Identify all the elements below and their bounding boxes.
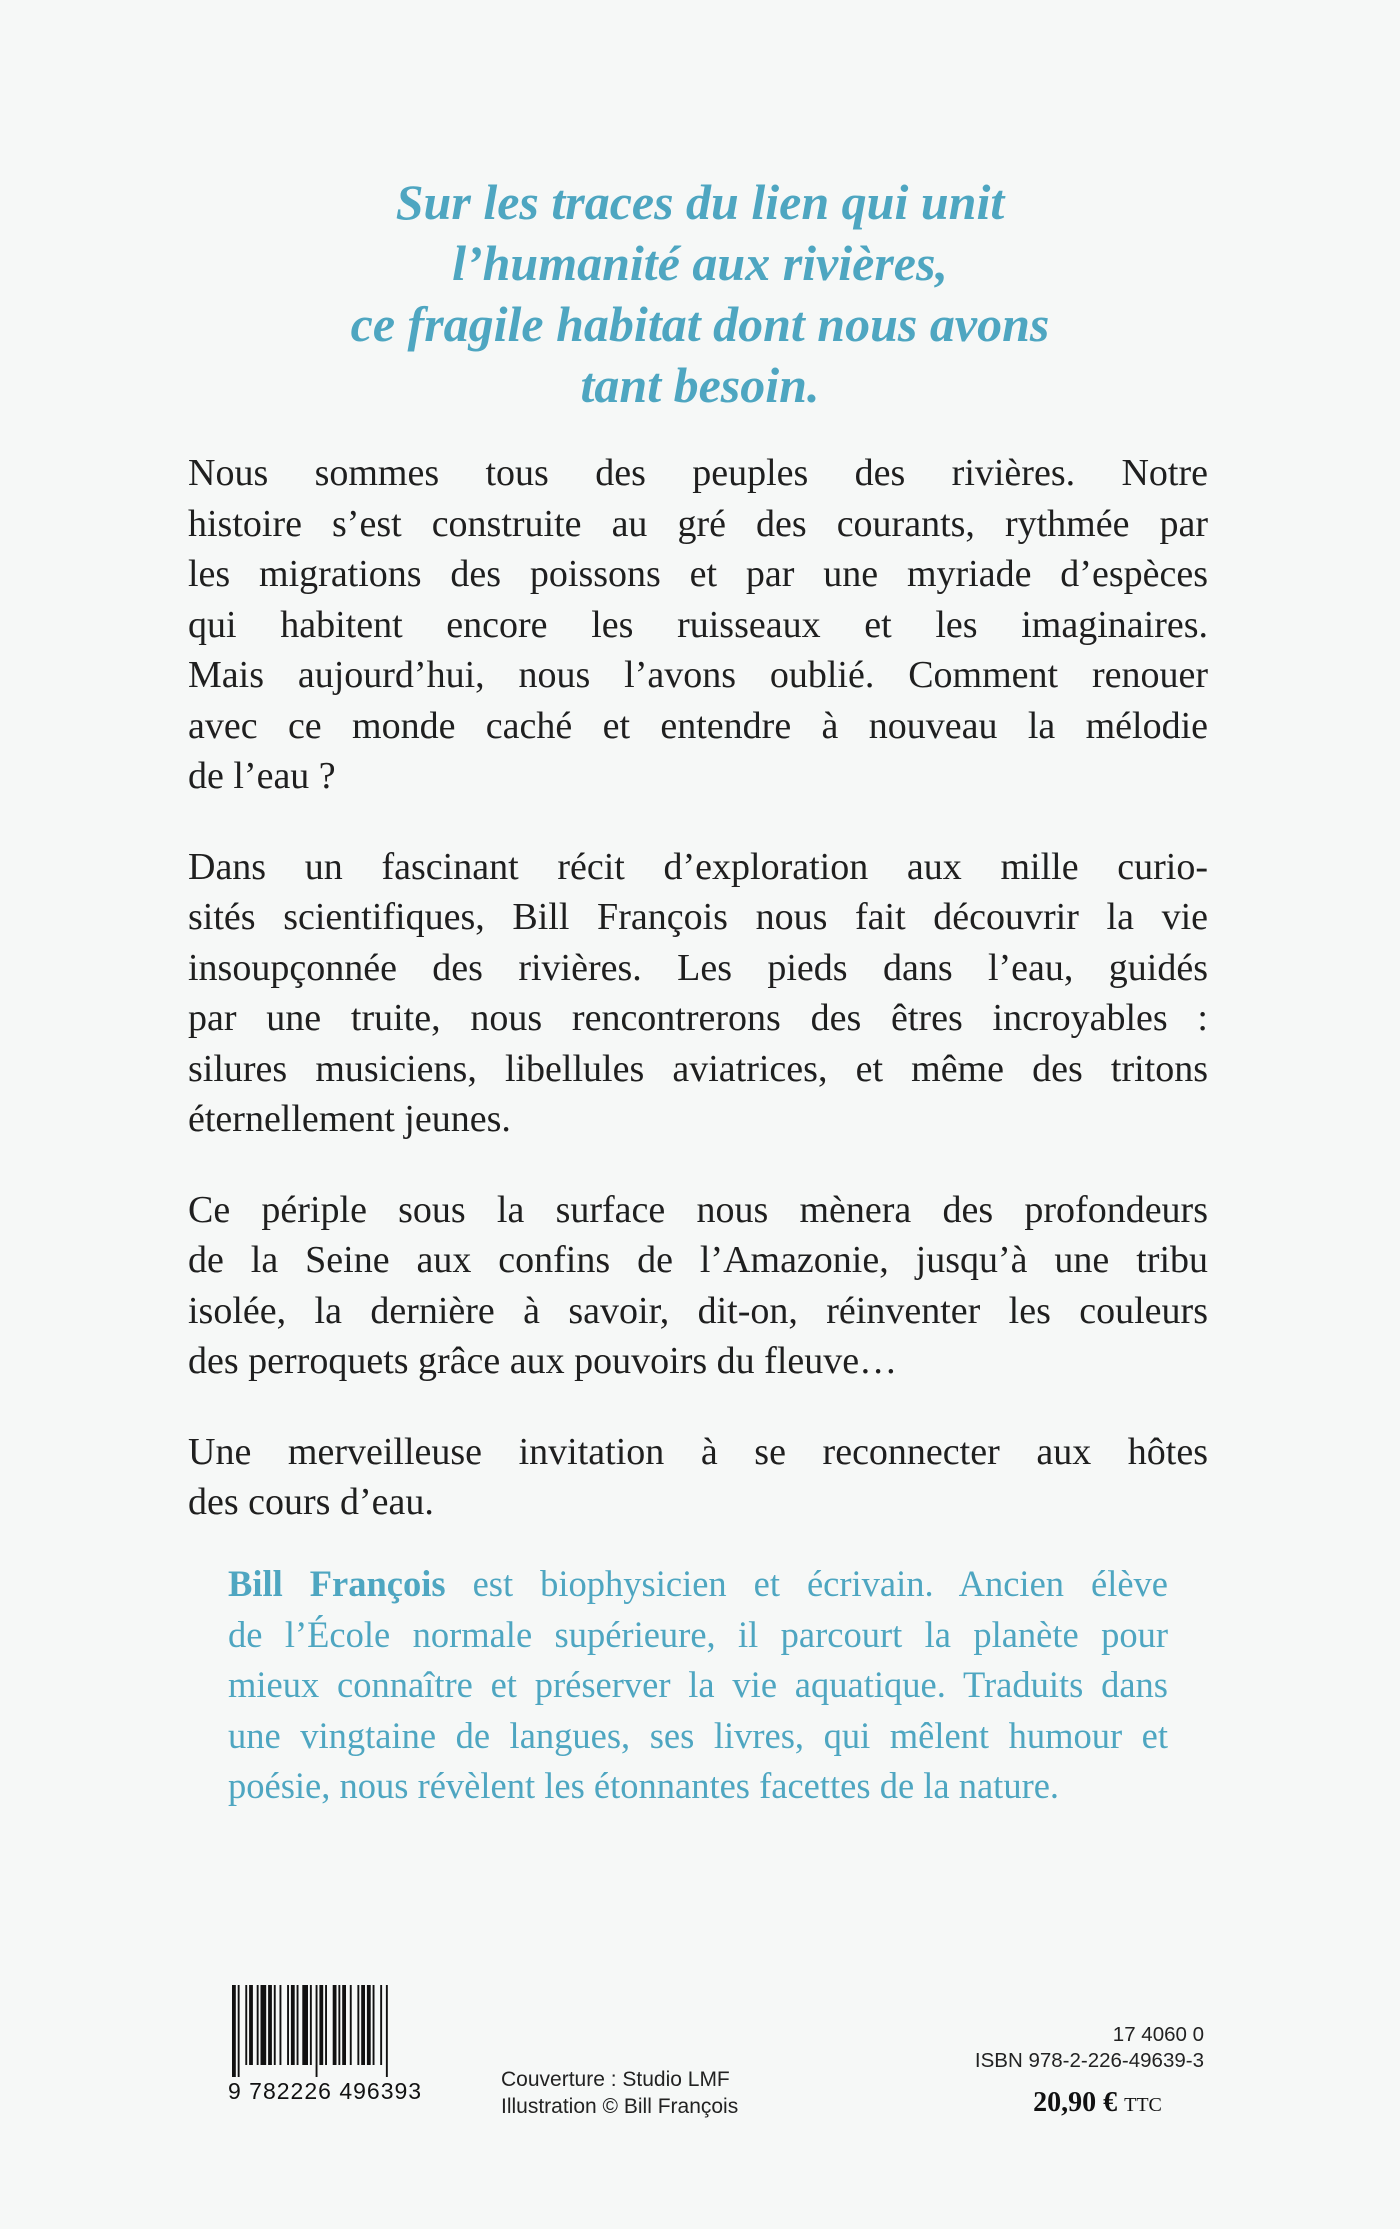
barcode-bar	[350, 1985, 352, 2065]
text-line: poésie, nous révèlent les étonnantes facettes de la nature.	[228, 1765, 1060, 1806]
barcode-bar	[357, 1985, 359, 2065]
text-line: par une truite, nous rencontrerons des êtres incroyables :	[188, 997, 1208, 1039]
barcode-bar	[342, 1985, 346, 2065]
tagline	[210, 172, 1190, 416]
barcode-icon	[226, 1985, 450, 2077]
barcode-bar	[380, 1985, 382, 2065]
text-line: insoupçonnée des rivières. Les pieds dans l’eau, guidés	[188, 946, 1208, 989]
text-line: qui habitent encore les ruisseaux et les imaginaires.	[188, 603, 1208, 646]
text-line: Une merveilleuse invitation à se reconnecter aux hôtes	[188, 1430, 1208, 1473]
text-line: Mais aujourd’hui, nous l’avons oublié. Comment renouer	[188, 654, 1208, 696]
barcode-bar	[310, 1985, 312, 2065]
publication-info	[930, 2022, 1204, 2074]
tagline-line: ce fragile habitat dont nous avons	[350, 296, 1050, 352]
text-line: Nous sommes tous des peuples des rivières. Notre	[188, 452, 1208, 494]
barcode-bar	[245, 1985, 247, 2065]
text-line: les migrations des poissons et par une myriade d’espèces	[188, 553, 1208, 595]
text-line: sités scientifiques, Bill François nous fait découvrir la vie	[188, 896, 1208, 938]
text-line: mieux connaître et préserver la vie aquatique. Traduits dans	[228, 1664, 1168, 1705]
barcode	[226, 1985, 450, 2093]
text-line: des perroquets grâce aux pouvoirs du fleuve…	[188, 1340, 898, 1382]
author-bio	[228, 1559, 1168, 1812]
barcode-bar	[302, 1985, 308, 2065]
text-line	[228, 1559, 1168, 1610]
text-line: de l’eau ?	[188, 755, 336, 797]
barcode-bar	[338, 1985, 340, 2065]
barcode-bar	[287, 1985, 289, 2065]
barcode-bar	[361, 1985, 365, 2065]
text-line: une vingtaine de langues, ses livres, qui mêlent humour et	[228, 1714, 1168, 1756]
text-line: de l’École normale supérieure, il parcourt la planète pour	[228, 1613, 1168, 1655]
price	[990, 2087, 1205, 2119]
barcode-bar	[232, 1985, 236, 2077]
barcode-bar	[373, 1985, 375, 2065]
text-line: Dans un fascinant récit d’exploration aux mille curio-	[188, 845, 1208, 888]
barcode-bar	[257, 1985, 259, 2065]
price-amount: 20,90 €	[1033, 2087, 1118, 2118]
barcode-bar	[268, 1985, 272, 2065]
text-line: avec ce monde caché et entendre à nouveau la mélodie	[188, 704, 1208, 747]
text-line: éternellement jeunes.	[188, 1098, 511, 1140]
tagline-line: Sur les traces du lien qui unit	[395, 174, 1005, 230]
text-line: de la Seine aux confins de l’Amazonie, jusqu’à une tribu	[188, 1239, 1208, 1281]
text-line: isolée, la dernière à savoir, dit-on, réinventer les couleurs	[188, 1289, 1208, 1332]
barcode-bar	[261, 1985, 267, 2065]
credits	[501, 2066, 738, 2120]
barcode-bar	[333, 1985, 337, 2065]
cover-credit: Couverture : Studio LMF	[501, 2068, 730, 2091]
barcode-bar	[386, 1985, 388, 2077]
barcode-bar	[249, 1985, 253, 2065]
reference-number: 17 4060 0	[1112, 2023, 1204, 2046]
author-name: Bill François	[228, 1563, 446, 1604]
tagline-line: l’humanité aux rivières,	[452, 235, 948, 291]
blurb-paragraph-1	[188, 448, 1208, 802]
barcode-bar	[297, 1985, 299, 2065]
text-line: Ce périple sous la surface nous mènera des profondeurs	[188, 1188, 1208, 1231]
bio-first-line: est biophysicien et écrivain. Ancien élève	[445, 1563, 1168, 1604]
tagline-line: tant besoin.	[580, 357, 820, 413]
barcode-bar	[319, 1985, 323, 2065]
barcode-bar	[325, 1985, 327, 2065]
barcode-bar	[274, 1985, 276, 2065]
blurb-paragraph-4	[188, 1427, 1208, 1528]
price-suffix: TTC	[1124, 2094, 1162, 2116]
text-line: silures musiciens, libellules aviatrices, et même des tritons	[188, 1047, 1208, 1090]
illustration-credit: Illustration © Bill François	[501, 2095, 739, 2118]
blurb-paragraph-2	[188, 842, 1208, 1145]
barcode-bar	[316, 1985, 318, 2077]
barcode-bar	[291, 1985, 295, 2065]
blurb-paragraph-3	[188, 1185, 1208, 1387]
barcode-bar	[280, 1985, 282, 2065]
barcode-digits: 9 782226 496393	[228, 2078, 423, 2104]
barcode-bar	[367, 1985, 371, 2065]
text-line: histoire s’est construite au gré des courants, rythmée par	[188, 502, 1208, 545]
text-line: des cours d’eau.	[188, 1481, 434, 1523]
barcode-bar	[238, 1985, 240, 2077]
blurb	[188, 448, 1208, 1568]
isbn: ISBN 978-2-226-49639-3	[974, 2049, 1204, 2072]
